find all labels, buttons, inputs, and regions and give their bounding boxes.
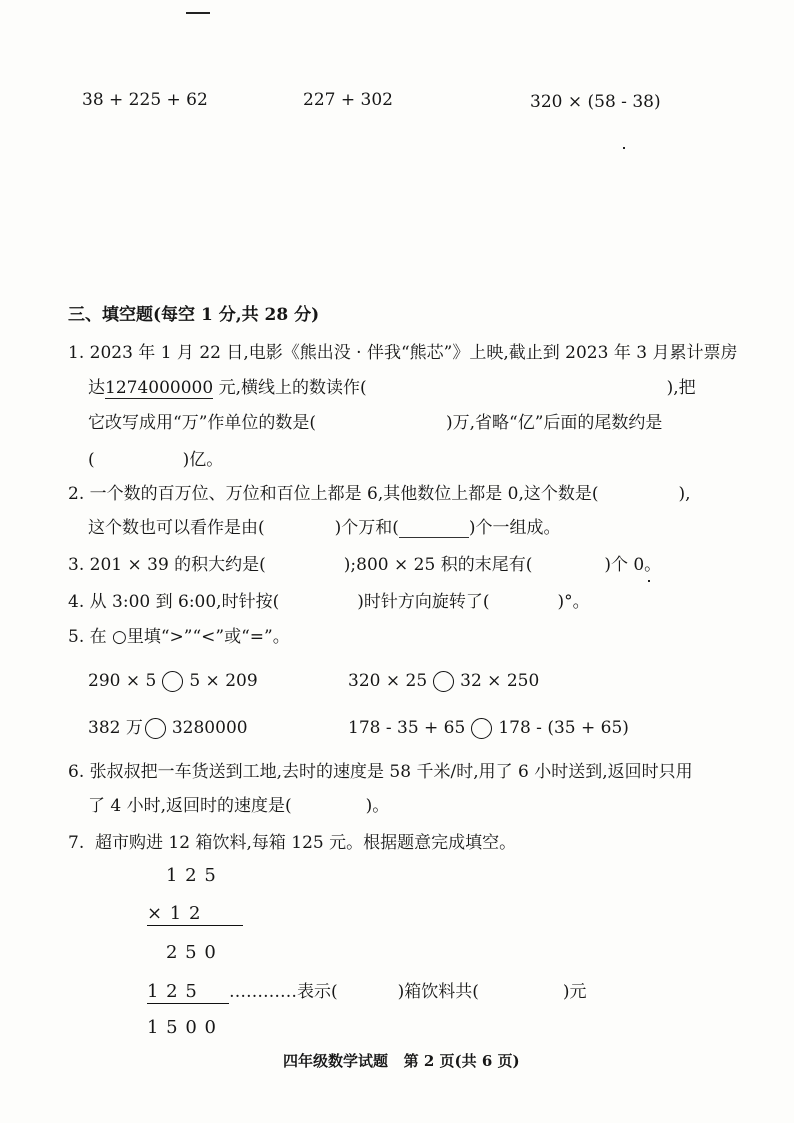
vertical-partial-row-2 (147, 982, 587, 1004)
q5-instruction: 5. 在 ○里填“>”“<”或“=”。 (68, 627, 290, 647)
q7-meaning-prompt: …………表示( (229, 982, 338, 1002)
q6-line-1: 6. 张叔叔把一车货送到工地,去时的速度是 58 千米/时,用了 6 小时送到,返回时只用 (68, 762, 693, 782)
q1-yi-prompt: )万,省略“亿”后面的尾数约是 (446, 413, 663, 433)
q2-line-2 (88, 518, 561, 538)
vertical-partial-product-1: 2 5 0 (166, 942, 217, 963)
comparison-right: 178 - (35 + 65) (498, 718, 629, 738)
q1-line-3 (88, 413, 662, 433)
q1-blank-reading (367, 380, 667, 398)
q3-estimate-prompt: 3. 201 × 39 的积大约是( (68, 555, 266, 575)
q1-box-office-amount: 1274000000 (105, 378, 214, 398)
q1-blank-wan (316, 415, 446, 433)
comparison-left: 320 × 25 (348, 671, 428, 691)
comparison-right: 32 × 250 (460, 671, 540, 691)
q1-prefix: 达 (88, 378, 105, 398)
q7-prompt: 7. 超市购进 12 箱饮料,每箱 125 元。根据题意完成填空。 (68, 833, 517, 853)
q1-line-2 (88, 378, 696, 398)
compare-circle (433, 671, 454, 692)
compare-circle (471, 718, 492, 739)
q2-prompt: 2. 一个数的百万位、万位和百位上都是 6,其他数位上都是 0,这个数是( (68, 484, 599, 504)
q7-blank-boxes (338, 984, 398, 1002)
vertical-partial-product-2: 1 2 5 (147, 982, 229, 1004)
scan-mark (186, 12, 210, 14)
q2-blank-one-count (399, 519, 469, 538)
scan-speck (648, 580, 650, 582)
q6-line-2 (88, 796, 389, 816)
q4-blank-angle (490, 594, 558, 612)
q6-speed-prompt: 了 4 小时,返回时的速度是( (88, 796, 292, 816)
q1-paren-open: ( (88, 450, 95, 470)
q6-end: )。 (365, 796, 390, 816)
q4-line (68, 592, 590, 612)
q1-blank-yi (95, 452, 183, 470)
comparison-left: 178 - 35 + 65 (348, 718, 466, 738)
q4-blank-direction (279, 594, 357, 612)
comparison-right: 5 × 209 (189, 671, 258, 691)
page-footer: 四年级数学试题 第 2 页(共 6 页) (283, 1052, 520, 1070)
q3-line (68, 555, 661, 575)
q7-yuan-unit: )元 (562, 982, 587, 1002)
vertical-product: 1 5 0 0 (147, 1017, 217, 1038)
compare-circle (162, 671, 183, 692)
q4-direction-prompt: 4. 从 3:00 到 6:00,时针按( (68, 592, 280, 612)
comparison-left: 290 × 5 (88, 671, 157, 691)
q2-composed-prompt: 这个数也可以看作是由( (88, 518, 265, 538)
q2-line-2-end: )个一组成。 (468, 518, 561, 538)
q6-blank-speed (292, 798, 366, 816)
calc-expression-2: 227 + 302 (303, 90, 393, 110)
q2-wan-and: )个万和( (334, 518, 399, 538)
q7-blank-yuan (479, 984, 563, 1002)
compare-circle (145, 718, 166, 739)
vertical-multiplier: × 1 2 (147, 904, 243, 926)
q5-comparison-4 (348, 718, 629, 739)
q3-end: )个 0。 (604, 555, 662, 575)
q1-wan-prompt: 它改写成用“万”作单位的数是( (88, 413, 317, 433)
q7-drinks-total: )箱饮料共( (397, 982, 479, 1002)
q1-line-2-end: ),把 (666, 378, 696, 398)
section-heading: 三、填空题(每空 1 分,共 28 分) (68, 305, 320, 325)
q1-yi-unit: )亿。 (182, 450, 224, 470)
q5-comparison-2 (348, 671, 539, 692)
q3-blank-estimate (266, 557, 344, 575)
q5-comparison-1 (88, 671, 258, 692)
q4-angle-prompt: )时针方向旋转了( (357, 592, 490, 612)
vertical-multiplicand: 1 2 5 (166, 865, 217, 886)
calc-expression-1: 38 + 225 + 62 (82, 90, 208, 110)
comparison-left: 382 万 (88, 718, 143, 738)
q1-line-4 (88, 450, 223, 470)
vertical-multiplier-row (147, 904, 243, 926)
q2-blank-number (599, 486, 679, 504)
scan-speck (623, 147, 625, 149)
calc-expression-3: 320 × (58 - 38) (530, 92, 661, 112)
q4-end: )°。 (557, 592, 590, 612)
q2-line-1-end: ), (678, 484, 691, 504)
q2-blank-wan-count (265, 520, 335, 538)
q5-comparison-3 (88, 718, 248, 739)
q2-line-1 (68, 484, 691, 504)
q1-line-1: 1. 2023 年 1 月 22 日,电影《熊出没 · 伴我“熊芯”》上映,截止到 2023 年 3 月累计票房 (68, 343, 738, 363)
q3-blank-zeros (532, 557, 604, 575)
q1-read-prompt: 元,横线上的数读作( (213, 378, 367, 398)
comparison-right: 3280000 (171, 718, 248, 738)
q3-zeros-prompt: );800 × 25 积的末尾有( (343, 555, 533, 575)
